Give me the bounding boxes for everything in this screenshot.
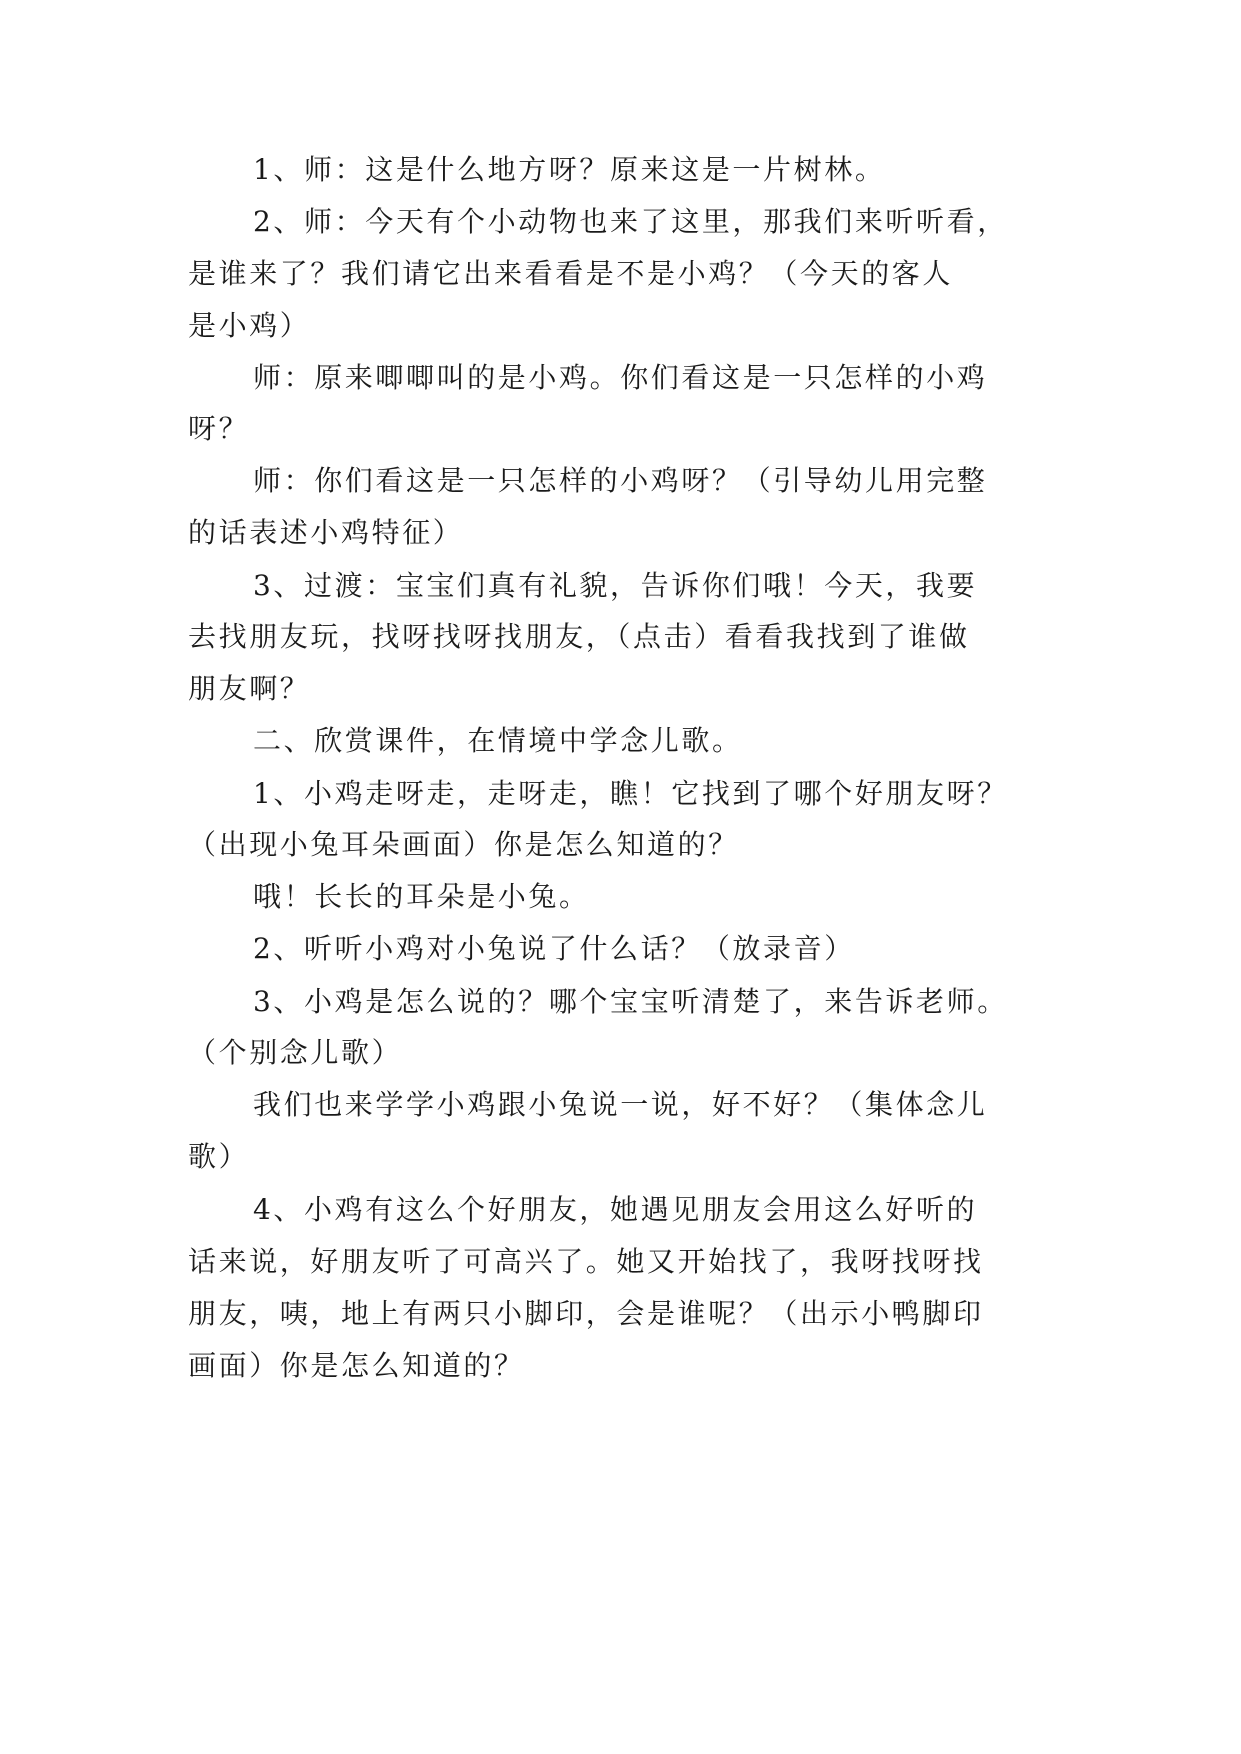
text-line: 朋友啊？ bbox=[188, 672, 311, 705]
text-line: 呀？ bbox=[188, 412, 250, 445]
text-line: 师：你们看这是一只怎样的小鸡呀？（引导幼儿用完整 bbox=[253, 464, 988, 497]
text-line: 是小鸡） bbox=[188, 309, 311, 342]
text-line: 歌） bbox=[188, 1140, 250, 1173]
text-line: 是谁来了？我们请它出来看看是不是小鸡？（今天的客人 bbox=[188, 257, 954, 290]
text-line: 2、师：今天有个小动物也来了这里，那我们来听听看， bbox=[253, 205, 1008, 238]
text-line: 画面）你是怎么知道的？ bbox=[188, 1349, 525, 1382]
text-line: 话来说，好朋友听了可高兴了。她又开始找了，我呀找呀找 bbox=[188, 1245, 984, 1278]
text-line: （个别念儿歌） bbox=[188, 1036, 403, 1069]
text-line: 2、听听小鸡对小兔说了什么话？（放录音） bbox=[253, 932, 855, 965]
text-line: 的话表述小鸡特征） bbox=[188, 516, 464, 549]
text-line: 3、小鸡是怎么说的？哪个宝宝听清楚了，来告诉老师。 bbox=[253, 985, 1008, 1018]
text-line: 1、师：这是什么地方呀？原来这是一片树林。 bbox=[253, 153, 886, 186]
section-heading: 二、欣赏课件，在情境中学念儿歌。 bbox=[253, 724, 743, 757]
text-line: 4、小鸡有这么个好朋友，她遇见朋友会用这么好听的 bbox=[253, 1193, 978, 1226]
text-line: 去找朋友玩，找呀找呀找朋友，（点击）看看我找到了谁做 bbox=[188, 620, 970, 653]
text-line: 3、过渡：宝宝们真有礼貌，告诉你们哦！今天，我要 bbox=[253, 569, 978, 602]
text-line: 师：原来唧唧叫的是小鸡。你们看这是一只怎样的小鸡 bbox=[253, 361, 988, 394]
text-line: （出现小兔耳朵画面）你是怎么知道的？ bbox=[188, 828, 739, 861]
text-line: 1、小鸡走呀走，走呀走，瞧！它找到了哪个好朋友呀？ bbox=[253, 777, 1008, 810]
text-line: 哦！长长的耳朵是小兔。 bbox=[253, 880, 590, 913]
text-line: 我们也来学学小鸡跟小兔说一说，好不好？（集体念儿 bbox=[253, 1088, 988, 1121]
text-line: 朋友，咦，地上有两只小脚印，会是谁呢？（出示小鸭脚印 bbox=[188, 1297, 984, 1330]
